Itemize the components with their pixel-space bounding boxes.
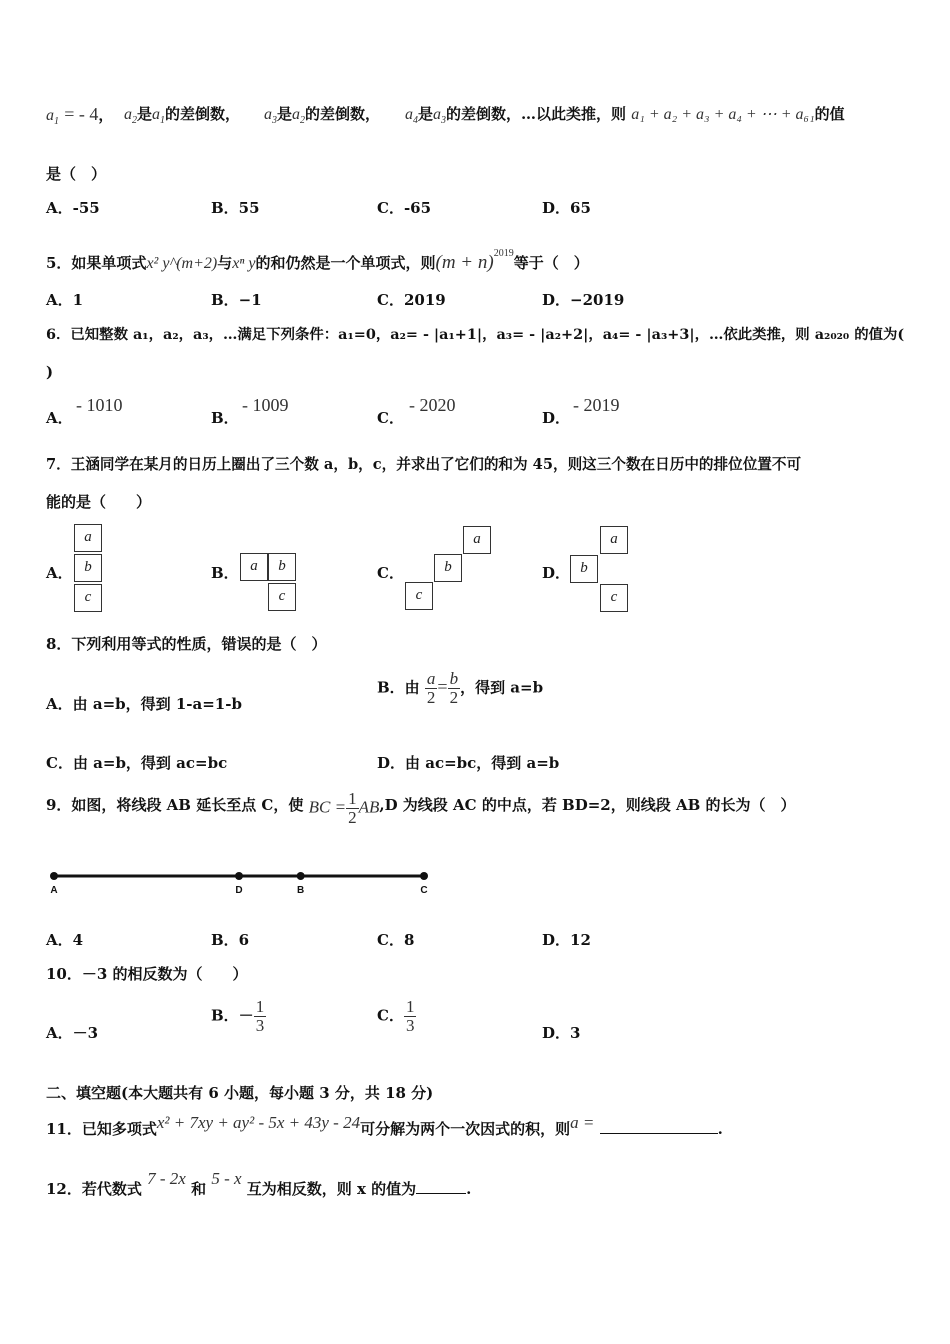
q10-stem: 10．－3 的相反数为（ ） [46,965,248,983]
q7-a-cell-b: b [74,554,102,582]
q7-d-cell-c: c [600,584,628,612]
q12-answer-blank[interactable] [416,1193,466,1194]
q10-option-c[interactable]: C． $\frac{1}{3}$ [377,997,415,1035]
q5-monomial-2: xⁿ y [232,255,256,272]
q9-fraction: $\frac{1}{2}$ [348,789,357,827]
q8-stem: 8．下列利用等式的性质，错误的是（ ） [46,635,327,653]
q6-stem-line1: 6．已知整数 a₁，a₂，a₃，…满足下列条件：a₁=0，a₂= - |a₁+1|，a₃= - |a₂+2|，a₄= - |a₃+3|，…依此类推，则 a₂₀₂₀ 的值为( [46,326,905,343]
q7-c-cell-c: c [405,582,433,610]
q7-a-cell-a: a [74,524,102,552]
q7-stem-line1: 7．王涵同学在某月的日历上圈出了三个数 a，b，c，并求出了它们的和为 45，则这三个数在日历中的排位位置不可 [46,456,802,473]
q6-option-a-value: - 1010 [76,395,123,415]
q7-b-cell-b: b [268,553,296,581]
q8-option-c[interactable]: C．由 a=b，得到 ac=bc [46,754,228,772]
q6-option-a-letter[interactable]: A． [46,409,73,427]
q4-line1-d: $a_4$是$a_3$的差倒数，…以此类推，则 a₁ + a₂ + a₃ + a₄ + ⋯ + a₆₁的值 [405,105,845,127]
q8-frac-b-over-2: $\frac{b}{2}$ [449,669,459,707]
q7-option-d-letter[interactable]: D． [542,564,571,582]
q9-point-label-b: B [297,885,305,896]
q4-line2: 是（ ） [46,165,107,183]
q7-option-c-letter[interactable]: C． [377,564,404,582]
q4-option-a[interactable]: A．-55 [46,199,100,217]
q5-monomial-1: x² y^(m+2) [146,255,218,272]
q7-b-cell-a: a [240,553,268,581]
q8-option-d[interactable]: D．由 ac=bc，得到 a=b [377,754,560,772]
q9-point-d [235,872,243,880]
q9-point-label-c: C [420,885,428,896]
q9-point-b [297,872,305,880]
q9-point-label-d: D [235,885,243,896]
q6-option-c-letter[interactable]: C． [377,409,404,427]
q10-option-b[interactable]: B．－ $\frac{1}{3}$ [211,997,265,1035]
q7-b-cell-c: c [268,583,296,611]
q4-option-d[interactable]: D．65 [542,199,591,217]
q10-b-fraction: $\frac{1}{3}$ [255,997,265,1035]
q5-expression: (m + n) [435,252,494,273]
q4-sep: ， [98,106,114,124]
q7-d-cell-b: b [570,555,598,583]
q10-c-fraction: $\frac{1}{3}$ [405,997,415,1035]
q9-point-label-a: A [50,885,58,896]
q5-option-d[interactable]: D．−2019 [542,291,625,309]
q7-option-b-letter[interactable]: B． [211,564,239,582]
q9-point-c [420,872,428,880]
q6-option-b-value: - 1009 [242,395,289,415]
q9-option-c[interactable]: C．8 [377,931,415,949]
q5-stem: 5．如果单项式x² y^(m+2)与xⁿ y的和仍然是一个单项式，则$(m + n)^{2019}$等于（ ） [46,248,589,273]
q6-option-d-letter[interactable]: D． [542,409,571,427]
q10-option-d[interactable]: D．3 [542,1024,581,1042]
q8-option-b[interactable]: B．由 $\frac{a}{2}$ = $\frac{b}{2}$ ，得到 a=b [377,669,544,707]
q9-option-b[interactable]: B．6 [211,931,250,949]
q7-a-cell-c: c [74,584,102,612]
q12-stem: 12．若代数式 7 - 2x 和 5 - x 互为相反数，则 x 的值为 . [46,1169,472,1198]
q9-option-a[interactable]: A．4 [46,931,84,949]
q8-option-a[interactable]: A．由 a=b，得到 1-a=1-b [46,695,242,713]
q4-line1 [46,104,113,132]
q7-c-cell-b: b [434,554,462,582]
q11-answer-blank[interactable] [600,1133,718,1134]
q6-stem-line2: ) [46,363,54,381]
q5-option-c[interactable]: C．2019 [377,291,446,309]
q6-option-d-value: - 2019 [573,395,620,415]
q4-line1-c: $a_3$是$a_2$的差倒数， [264,105,381,127]
q7-d-cell-a: a [600,526,628,554]
q4-option-c[interactable]: C．-65 [377,199,432,217]
q11-polynomial: x² + 7xy + ay² - 5x + 43y - 24 [156,1113,361,1132]
q5-option-a[interactable]: A．1 [46,291,84,309]
q9-option-d[interactable]: D．12 [542,931,591,949]
q4-a1-value: = - 4 [64,104,99,124]
q10-option-a[interactable]: A．－3 [46,1024,99,1042]
q9-point-a [50,872,58,880]
q9-segment-figure [40,865,440,899]
q4-a1: $a_1$ [46,107,59,128]
q4-line1-b: $a_2$是$a_1$的差倒数， [124,105,241,127]
q7-c-cell-a: a [463,526,491,554]
q6-option-b-letter[interactable]: B． [211,409,239,427]
q4-option-b[interactable]: B．55 [211,199,260,217]
q6-option-c-value: - 2020 [409,395,456,415]
q5-option-b[interactable]: B．−1 [211,291,262,309]
q7-stem-line2: 能的是（ ） [46,493,152,511]
q9-stem: 9．如图，将线段 AB 延长至点 C，使 BC = $\frac{1}{2}$ AB,D 为线段 AC 的中点，若 BD=2，则线段 AB 的长为（ ） [46,789,796,827]
q12-expression-2: 5 - x [211,1169,242,1188]
q8-frac-a-over-2: $\frac{a}{2}$ [426,669,436,707]
q7-option-a-letter[interactable]: A． [46,564,73,582]
q11-stem: 11．已知多项式x² + 7xy + ay² - 5x + 43y - 24可分解为两个一次因式的积，则a = . [46,1113,723,1138]
q4-sum-expression: a₁ + a₂ + a₃ + a₄ + ⋯ + a₆₁ [631,106,815,123]
q12-expression-1: 7 - 2x [147,1169,186,1188]
section-2-title: 二、填空题(本大题共有 6 小题，每小题 3 分，共 18 分) [46,1084,434,1102]
